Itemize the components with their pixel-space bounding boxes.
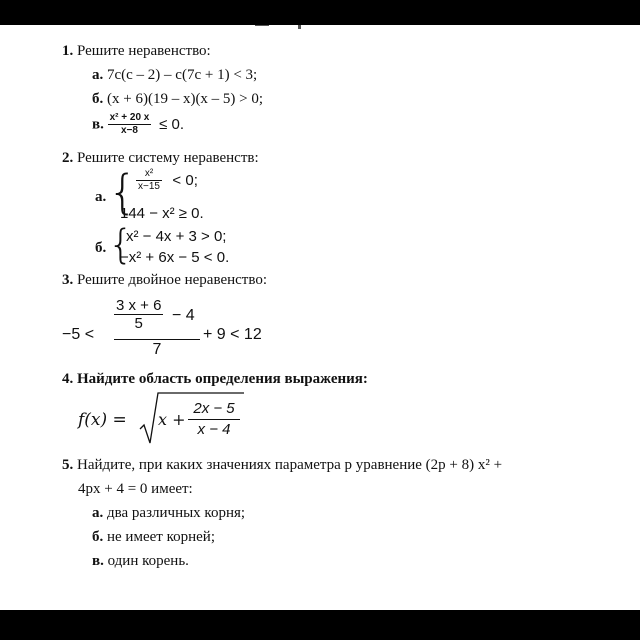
task-3-number: 3.	[62, 272, 74, 288]
task-3-inner-fraction	[114, 297, 163, 332]
task-2b-brace: {	[108, 222, 134, 268]
task-1c-fraction	[108, 112, 152, 137]
task-1-title: Решите неравенство:	[77, 43, 211, 59]
task-1a-expr: 7с(с – 2) – с(7с + 1) < 3;	[107, 67, 258, 83]
task-2-number: 2.	[62, 150, 74, 166]
task-3-left: −5 <	[62, 326, 95, 343]
task-1b-label: б.	[92, 91, 104, 107]
task-3-right: + 9 < 12	[203, 326, 262, 343]
task-3-inner-numerator: 3 x + 6	[116, 297, 162, 314]
worksheet-page	[0, 25, 640, 610]
task-1b-expr: (х + 6)(19 – х)(х – 5) > 0;	[107, 91, 264, 107]
task-5b-label: б.	[92, 529, 104, 545]
task-2a-fraction	[136, 168, 162, 193]
task-3-title: Решите двойное неравенство:	[77, 272, 267, 288]
scan-mark	[255, 25, 269, 26]
task-2a-denominator: x−15	[138, 181, 160, 192]
task-4-fraction	[188, 399, 240, 440]
task-2-heading	[62, 149, 259, 167]
task-1c-label: в.	[92, 116, 104, 133]
task-5-title-line1: Найдите, при каких значениях параметра p уравнение (2p + 8) x² +	[77, 457, 503, 473]
task-2b-label: б.	[95, 240, 107, 256]
task-5-title-line2: 4px + 4 = 0 имеет:	[78, 481, 193, 497]
task-3-outer-denominator: 7	[152, 341, 162, 358]
task-2a-line1	[136, 168, 198, 193]
task-5c-text: один корень.	[107, 553, 189, 569]
task-4-heading	[62, 370, 368, 388]
task-5c-label: в.	[92, 553, 104, 569]
task-3-outer-numerator	[114, 297, 200, 335]
task-2b-line2: −x² + 6x − 5 < 0.	[120, 249, 230, 266]
task-1c-denominator: x−8	[121, 125, 138, 136]
task-2a-label: а.	[95, 189, 107, 205]
task-3-heading	[62, 271, 267, 289]
task-2b-line1: x² − 4x + 3 > 0;	[126, 228, 227, 245]
task-4-numerator: 2x − 5	[188, 399, 240, 420]
task-5c	[92, 552, 189, 570]
task-1a-label: а.	[92, 67, 104, 83]
task-1-heading	[62, 42, 211, 60]
task-4-fx: f(x) =	[78, 410, 127, 430]
task-5-number: 5.	[62, 457, 74, 473]
task-5a	[92, 504, 245, 522]
task-2a-numerator: x²	[136, 168, 162, 181]
task-2a-line2: 144 − x² ≥ 0.	[120, 205, 204, 222]
task-2a-line1-relation: < 0;	[172, 172, 198, 189]
task-1b	[92, 90, 263, 108]
scan-mark	[298, 25, 301, 29]
task-1c-relation: ≤ 0.	[159, 115, 185, 133]
task-1-number: 1.	[62, 43, 74, 59]
task-5a-text: два различных корня;	[107, 505, 246, 521]
task-4-title: Найдите область определения выражения:	[77, 371, 368, 387]
task-4-number: 4.	[62, 371, 74, 387]
task-1a	[92, 66, 257, 84]
task-5-heading-line1	[62, 456, 502, 474]
task-4-denominator: x − 4	[197, 421, 231, 438]
task-4-x-plus: x +	[158, 410, 186, 429]
task-1c	[92, 112, 184, 137]
task-3-compound-fraction	[114, 297, 200, 360]
task-3-inner-minus: − 4	[172, 307, 195, 324]
task-2a-brace: {	[108, 165, 138, 219]
task-5a-label: а.	[92, 505, 104, 521]
task-3-inner-denominator: 5	[134, 315, 143, 332]
task-5b	[92, 528, 215, 546]
task-5b-text: не имеет корней;	[107, 529, 215, 545]
task-2-title: Решите систему неравенств:	[77, 150, 259, 166]
task-1c-numerator: x² + 20 x	[109, 112, 150, 123]
